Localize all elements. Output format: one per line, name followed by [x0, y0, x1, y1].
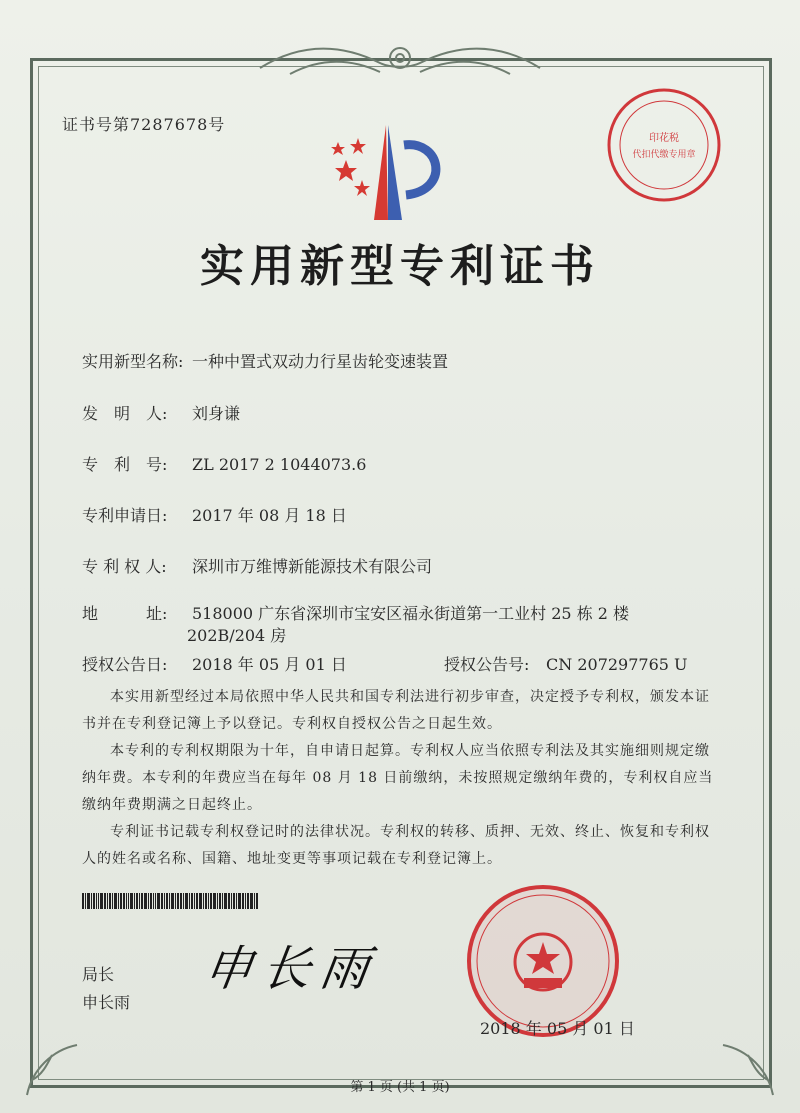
patent-number-label: 专 利 号:	[82, 455, 168, 474]
certificate-title: 实用新型专利证书	[200, 241, 600, 292]
body-text	[82, 684, 722, 873]
signatory-role: 局长	[82, 965, 115, 984]
svg-text:代扣代缴专用章: 代扣代缴专用章	[632, 150, 696, 160]
grant-number-value: CN 207297765 U	[546, 655, 688, 674]
seal-date: 2018 年 05 月 01 日	[480, 1019, 635, 1038]
grant-date-label: 授权公告日:	[82, 655, 168, 674]
grant-date-row	[82, 652, 688, 675]
paragraph-3: 专利证书记载专利权登记时的法律状况。专利权的转移、质押、无效、终止、恢复和专利权人的姓名或名称、国籍、地址变更等事项记载在专利登记簿上。	[82, 824, 710, 867]
inventor-row	[82, 401, 240, 424]
inventor-value: 刘身谦	[192, 404, 241, 423]
patentee-value: 深圳市万维博新能源技术有限公司	[192, 557, 433, 576]
paragraph-1: 本实用新型经过本局依照中华人民共和国专利法进行初步审查，决定授予专利权，颁发本证书并在专利登记簿上予以登记。专利权自授权公告之日起生效。	[82, 689, 710, 732]
grant-date-value: 2018 年 05 月 01 日	[192, 655, 347, 674]
certificate-number: 证书号第7287678号	[62, 115, 226, 134]
filing-date-row	[82, 503, 347, 526]
address-label: 地 址:	[82, 604, 168, 623]
top-ornament-icon	[250, 38, 550, 82]
tax-stamp-icon	[604, 85, 724, 205]
address-value-line2: 202B/204 房	[187, 626, 287, 645]
signatory-name: 申长雨	[82, 993, 131, 1012]
inventor-label: 发 明 人:	[82, 404, 168, 423]
grant-number-label: 授权公告号:	[444, 655, 530, 674]
barcode-icon	[82, 893, 294, 909]
patent-number-value: ZL 2017 2 1044073.6	[192, 455, 367, 474]
patentee-label: 专 利 权 人:	[82, 557, 167, 576]
handwritten-signature: 申长雨	[200, 941, 383, 997]
address-row	[82, 601, 629, 624]
svg-text:印花税: 印花税	[649, 133, 679, 144]
patent-logo-icon	[326, 120, 456, 230]
address-value-line1: 518000 广东省深圳市宝安区福永街道第一工业村 25 栋 2 楼	[192, 604, 630, 623]
patent-number-row	[82, 452, 366, 475]
utility-model-name-label: 实用新型名称:	[82, 352, 184, 371]
filing-date-label: 专利申请日:	[82, 506, 168, 525]
patentee-row	[82, 554, 432, 577]
paragraph-2: 本专利的专利权期限为十年，自申请日起算。专利权人应当依照专利法及其实施细则规定缴纳年费。本专利的年费应当在每年 08 月 18 日前缴纳，未按照规定缴纳年费的，专利权自应当缴纳年费期满之日起终止。	[82, 743, 714, 813]
utility-model-name-value: 一种中置式双动力行星齿轮变速装置	[192, 352, 449, 371]
filing-date-value: 2017 年 08 月 18 日	[192, 506, 347, 525]
page-number: 第 1 页 (共 1 页)	[350, 1080, 450, 1095]
utility-model-name-row	[82, 349, 448, 372]
